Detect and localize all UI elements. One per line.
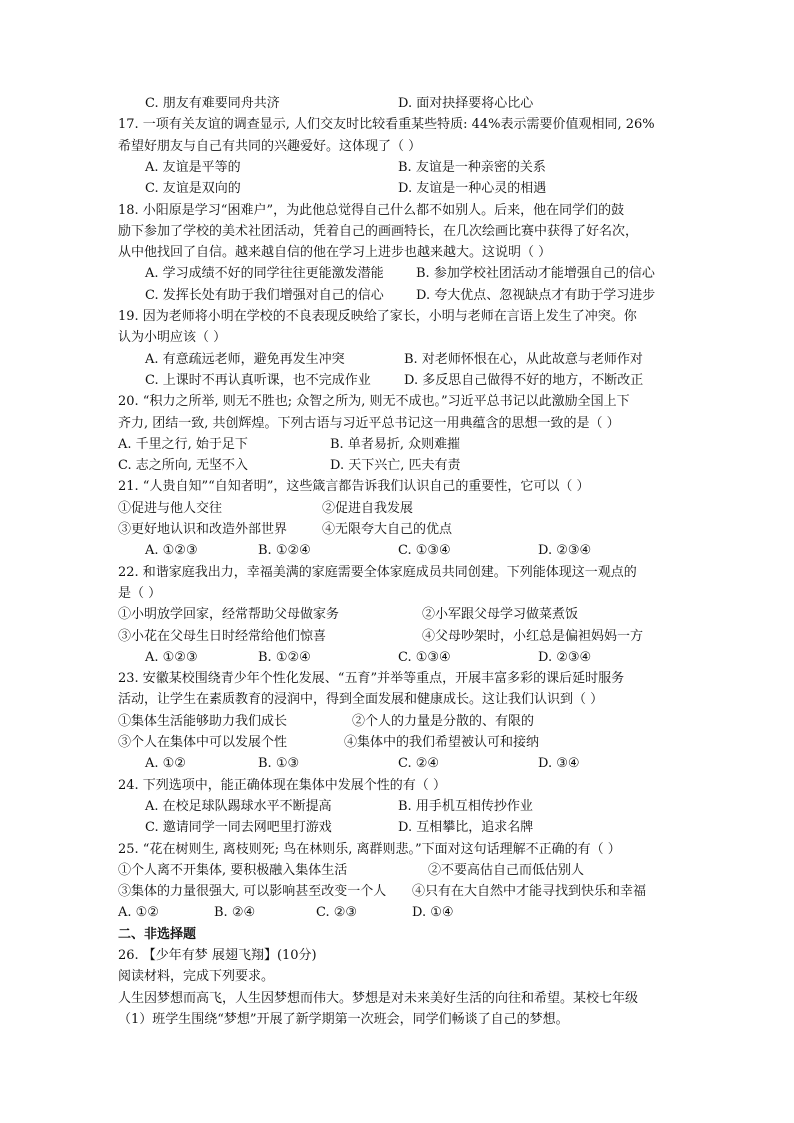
text-line: C. 发挥长处有助于我们增强对自己的信心 xyxy=(145,287,384,303)
text-line: （1）班学生围绕“梦想”开展了新学期第一次班会，同学们畅谈了自己的梦想。 xyxy=(118,1011,569,1027)
text-line: 24. 下列选项中，能正确体现在集体中发展个性的有（ ） xyxy=(118,777,446,793)
text-line: A. ①② xyxy=(145,756,186,772)
text-line: ③个人在集体中可以发展个性 xyxy=(118,735,288,750)
text-line: D. ①④ xyxy=(412,905,454,921)
text-line: ①小明放学回家，经常帮助父母做家务 xyxy=(118,607,340,623)
text-line: D. 夸大优点、忽视缺点才有助于学习进步 xyxy=(416,287,656,303)
text-line: C. 邀请同学一同去网吧里打游戏 xyxy=(145,820,332,836)
text-line: D. 多反思自己做得不好的地方，不断改正 xyxy=(404,372,644,388)
text-line: ③小花在父母生日时经常给他们惊喜 xyxy=(118,628,327,644)
text-line: A. 友谊是平等的 xyxy=(145,159,241,175)
text-line: 25. “花在树则生, 离枝则死; 鸟在林则乐, 离群则悲。”下面对这句话理解不正确的有（ ） xyxy=(118,841,621,857)
text-line: D. ③④ xyxy=(538,756,580,772)
text-line: B. ①②④ xyxy=(258,543,311,559)
text-line: A. ①② xyxy=(118,905,159,921)
text-line: 从中他找回了自信。越来越自信的他在学习上进步也越来越大。这说明（ ） xyxy=(118,245,552,261)
text-line: B. 友谊是一种亲密的关系 xyxy=(398,159,546,175)
text-line: C. 朋友有难要同舟共济 xyxy=(145,96,280,111)
text-line: A. ①②③ xyxy=(145,649,198,665)
text-line: 励下参加了学校的美术社团活动，凭着自己的画画特长，在几次绘画比赛中获得了好名次， xyxy=(118,223,639,239)
text-line: B. 对老师怀恨在心，从此故意与老师作对 xyxy=(404,351,643,367)
text-line: C. 友谊是双向的 xyxy=(145,181,241,197)
text-line: B. ②④ xyxy=(214,905,256,921)
text-line: A. 学习成绩不好的同学往往更能激发潜能 xyxy=(145,266,384,282)
text-line: B. 单者易折, 众则难摧 xyxy=(330,436,461,452)
section-heading: 二、非选择题 xyxy=(118,926,197,942)
text-line: A. 在校足球队踢球水平不断提高 xyxy=(145,798,332,814)
text-line: D. 互相攀比，追求名牌 xyxy=(398,820,534,836)
text-line: B. 用手机互相传抄作业 xyxy=(398,798,533,814)
text-line: 阅读材料，完成下列要求。 xyxy=(118,969,275,985)
text-line: B. 参加学校社团活动才能增强自己的信心 xyxy=(416,266,655,282)
text-line: ④父母吵架时，小红总是偏袒妈妈一方 xyxy=(422,628,644,644)
text-line: 23. 安徽某校围绕青少年个性化发展、“五育”并举等重点，开展丰富多彩的课后延时服务 xyxy=(118,671,625,687)
text-line: D. ②③④ xyxy=(538,649,592,665)
text-line: C. ①③④ xyxy=(398,649,451,665)
text-line: C. 志之所向, 无坚不入 xyxy=(118,458,249,474)
text-line: C. 上课时不再认真听课，也不完成作业 xyxy=(145,372,371,388)
text-line: 21. “人贵自知”“自知者明”，这些箴言都告诉我们认识自己的重要性，它可以（ ） xyxy=(118,479,590,495)
text-line: C. ①③④ xyxy=(398,543,451,559)
text-line: 认为小明应该（ ） xyxy=(118,330,227,346)
text-line: B. ①③ xyxy=(258,756,300,772)
text-line: 17. 一项有关友谊的调查显示, 人们交友时比较看重某些特质: 44%表示需要价值观相同, 26% xyxy=(118,117,655,133)
text-line: 活动，让学生在素质教育的浸润中，得到全面发展和健康成长。这让我们认识到（ ） xyxy=(118,692,604,708)
text-line: ①集体生活能够助力我们成长 xyxy=(118,713,288,729)
text-line: D. ②③④ xyxy=(538,543,592,559)
text-line: 26. 【少年有梦 展翅飞翔】(10分) xyxy=(118,948,317,963)
text-line: ②个人的力量是分散的、有限的 xyxy=(352,713,535,729)
text-line: ②促进自我发展 xyxy=(322,500,414,516)
text-line: 人生因梦想而高飞，人生因梦想而伟大。梦想是对未来美好生活的向往和希望。某校七年级 xyxy=(118,990,639,1006)
text-line: C. ②③ xyxy=(316,905,358,921)
text-line: ③集体的力量很强大, 可以影响甚至改变一个人 xyxy=(118,884,387,900)
text-line: 22. 和谐家庭我出力，幸福美满的家庭需要全体家庭成员共同创建。下列能体现这一观点的 xyxy=(118,564,637,580)
text-line: 是（ ） xyxy=(118,585,162,601)
text-line: ③更好地认识和改造外部世界 xyxy=(118,522,288,537)
text-line: ①个人离不开集体, 要积极融入集体生活 xyxy=(118,862,348,878)
text-line: D. 天下兴亡, 匹夫有责 xyxy=(330,458,461,474)
text-line: B. ①②④ xyxy=(258,649,311,665)
text-line: A. 有意疏远老师，避免再发生冲突 xyxy=(145,351,345,367)
text-line: ④集体中的我们希望被认可和接纳 xyxy=(344,735,540,750)
text-line: ②不要高估自己而低估别人 xyxy=(428,862,585,878)
text-line: ②小军跟父母学习做菜煮饭 xyxy=(422,607,579,623)
text-line: ④无限夸大自己的优点 xyxy=(322,522,453,537)
text-line: 18. 小阳原是学习“困难户”，为此他总觉得自己什么都不如别人。后来，他在同学们的鼓 xyxy=(118,202,625,218)
text-line: A. ①②③ xyxy=(145,543,198,559)
text-line: A. 千里之行, 始于足下 xyxy=(118,436,248,452)
text-line: ④只有在大自然中才能寻找到快乐和幸福 xyxy=(412,884,647,900)
text-line: D. 友谊是一种心灵的相遇 xyxy=(398,181,547,197)
text-line: 齐力, 团结一致, 共创辉煌。下列古语与习近平总书记这一用典蕴含的思想一致的是（ ） xyxy=(118,415,620,431)
text-line: 19. 因为老师将小明在学校的不良表现反映给了家长，小明与老师在言语上发生了冲突。你 xyxy=(118,309,637,324)
text-line: ①促进与他人交往 xyxy=(118,500,223,516)
text-line: C. ②④ xyxy=(398,756,440,772)
text-line: 20. “积力之所举, 则无不胜也; 众智之所为, 则无不成也。”习近平总书记以此激励全国上下 xyxy=(118,394,630,410)
text-line: D. 面对抉择要将心比心 xyxy=(398,96,534,111)
text-line: 希望好朋友与自己有共同的兴趣爱好。这体现了（ ） xyxy=(118,138,422,154)
